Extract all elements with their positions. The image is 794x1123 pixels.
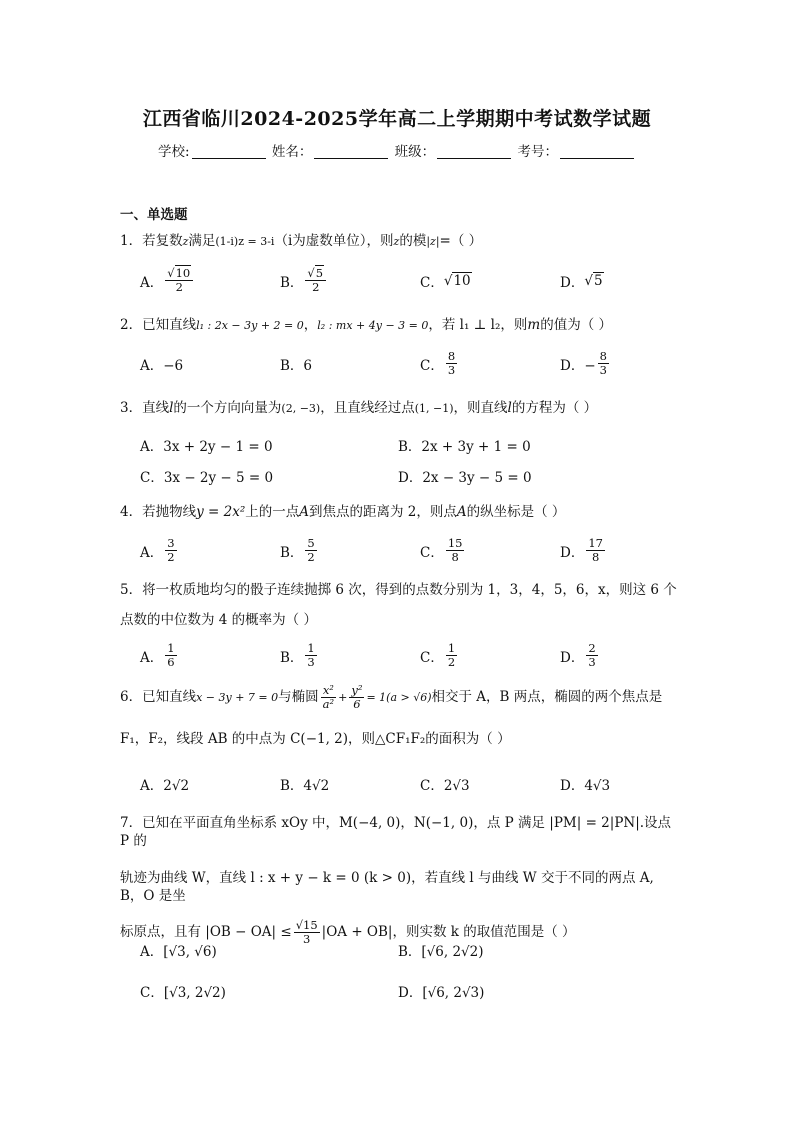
q2-text: 的值为（ ） — [540, 317, 613, 333]
q2-line2: l₂ : mx + 4y − 3 = 0 — [317, 319, 429, 332]
denominator: 8 — [591, 550, 600, 565]
denominator: 3 — [599, 363, 607, 378]
option-c[interactable] — [420, 642, 560, 669]
exam-no-label: 考号： — [517, 144, 558, 160]
option-d[interactable] — [560, 350, 700, 377]
option-label: B． — [280, 544, 304, 561]
question-6-stem — [120, 684, 700, 749]
radicand: 5 — [315, 266, 324, 280]
fraction — [586, 642, 597, 669]
q3-text: ，且直线经过点 — [320, 400, 415, 416]
q1-text: （i为虚数单位），则 — [274, 233, 394, 249]
q4-text: 的纵坐标是（ ） — [466, 504, 566, 520]
fraction — [165, 642, 176, 669]
option-text: B．[√6, 2√2) — [398, 944, 484, 960]
question-number: 6． — [120, 688, 143, 705]
option-label: D． — [560, 649, 585, 666]
q3-text: 的一个方向向量为 — [173, 400, 282, 416]
option-text: C．[√3, 2√2) — [140, 985, 226, 1001]
school-blank[interactable] — [192, 144, 266, 159]
option-text: B．2x + 3y + 1 = 0 — [398, 439, 531, 455]
q7-line3-start: 标原点，且有 |OB − OA| ≤ — [120, 924, 292, 941]
q5-line2: 点数的中位数为 4 的概率为（ ） — [120, 611, 317, 628]
denominator: 2 — [312, 280, 320, 295]
q1-text: 若复数 — [142, 233, 183, 249]
numerator: 8 — [447, 349, 456, 363]
q6-condition: = 1(a > √6) — [366, 690, 432, 704]
numerator: 1 — [307, 641, 315, 655]
q1-var: z — [393, 235, 400, 248]
q3-text: ，则直线 — [453, 400, 508, 416]
option-b[interactable] — [280, 774, 420, 794]
q6-line2: F₁，F₂，线段 AB 的中点为 C(−1, 2)，则△CF₁F₂的面积为（ ） — [120, 731, 511, 748]
numerator: 2 — [588, 641, 596, 655]
option-a[interactable] — [140, 774, 280, 794]
option-d[interactable] — [560, 642, 700, 669]
fraction — [598, 350, 609, 377]
fraction — [446, 537, 465, 564]
fraction — [165, 537, 176, 564]
question-7-options-row2 — [140, 981, 656, 1001]
option-text: C．3x − 2y − 5 = 0 — [140, 470, 274, 486]
numerator: y² — [351, 683, 363, 697]
option-text: B．4√2 — [280, 778, 330, 794]
option-b[interactable] — [280, 267, 420, 294]
q2-line1: l₁ : 2x − 3y + 2 = 0 — [196, 319, 304, 332]
name-label: 姓名： — [271, 144, 313, 160]
q6-text: 已知直线 — [142, 688, 197, 705]
question-5-options — [140, 642, 700, 669]
question-1-stem — [120, 233, 680, 251]
option-a[interactable] — [140, 350, 280, 377]
question-number: 1． — [120, 233, 143, 249]
option-d[interactable] — [398, 981, 656, 1001]
q4-point: A — [299, 504, 309, 520]
q3-text: 的方程为（ ） — [511, 400, 598, 416]
numerator: 1 — [167, 641, 175, 655]
question-number: 5． — [120, 582, 143, 598]
option-text: A．[√3, √6) — [140, 944, 217, 960]
option-d[interactable] — [560, 774, 700, 794]
q3-point: (1, −1) — [414, 402, 454, 415]
option-text: D．4√3 — [560, 778, 611, 794]
question-4-stem — [120, 504, 680, 522]
option-a[interactable] — [140, 642, 280, 669]
option-text: A．2√2 — [140, 778, 190, 794]
option-c[interactable] — [420, 350, 560, 377]
numerator: √15 — [295, 918, 318, 933]
q7-line3-end: |OA + OB|，则实数 k 的取值范围是（ ） — [321, 924, 576, 941]
question-3-options-row2 — [140, 466, 656, 486]
numerator: 15 — [447, 536, 463, 550]
option-label: A． — [140, 649, 164, 666]
option-a[interactable] — [140, 435, 398, 455]
option-a[interactable] — [140, 537, 280, 564]
option-a[interactable] — [140, 940, 398, 960]
q1-equation: (1-i)z = 3-i — [215, 235, 275, 248]
fraction — [305, 642, 316, 669]
q6-text: 相交于 A，B 两点，椭圆的两个焦点是 — [431, 688, 663, 705]
numerator: 17 — [588, 536, 603, 550]
question-3-options-row1 — [140, 435, 656, 455]
denominator: 2 — [175, 280, 183, 295]
q4-text: 到焦点的距离为 2，则点 — [308, 504, 457, 520]
q2-var: m — [527, 317, 541, 333]
q3-var: l — [169, 400, 174, 416]
denominator: 3 — [447, 363, 456, 378]
option-label: C． — [420, 544, 444, 561]
q6-text: 与椭圆 — [278, 688, 319, 705]
q2-text: 已知直线 — [142, 317, 197, 333]
radicand: 10 — [453, 272, 471, 289]
option-text: D．[√6, 2√3) — [398, 985, 485, 1001]
option-label: A． — [140, 274, 164, 291]
fraction — [446, 350, 457, 377]
denominator: 3 — [307, 655, 315, 670]
option-b[interactable] — [280, 642, 420, 669]
question-3-stem — [120, 400, 680, 418]
student-info-line — [0, 140, 794, 160]
option-label: C． — [420, 274, 444, 291]
q4-point: A — [456, 504, 467, 520]
exam-no-blank[interactable] — [560, 144, 634, 159]
option-b[interactable] — [280, 350, 420, 377]
option-label: D． — [560, 544, 585, 561]
question-6-options — [140, 774, 700, 794]
option-label: B． — [280, 274, 304, 291]
option-c[interactable]: C． √10 — [420, 272, 471, 291]
class-label: 班级： — [394, 144, 436, 160]
q4-equation: y = 2x² — [196, 504, 246, 520]
option-label: D．− — [560, 357, 596, 374]
question-4-options — [140, 537, 700, 564]
numerator: x² — [322, 683, 334, 697]
question-number: 4． — [120, 504, 143, 520]
fraction — [349, 684, 364, 711]
option-label: A． — [140, 544, 164, 561]
q1-text: =（ ） — [439, 233, 483, 249]
denominator: 6 — [353, 697, 361, 712]
numerator: 3 — [167, 536, 175, 550]
denominator: 2 — [167, 550, 175, 565]
option-c[interactable] — [420, 537, 560, 564]
option-b[interactable] — [398, 435, 656, 455]
question-7-options-row1 — [140, 940, 656, 960]
plus-sign: + — [338, 690, 348, 704]
question-number: 2． — [120, 317, 143, 333]
option-b[interactable] — [398, 940, 656, 960]
option-d[interactable] — [398, 466, 656, 486]
denominator: 6 — [167, 655, 175, 670]
q7-line1: 已知在平面直角坐标系 xOy 中，M(−4, 0)，N(−1, 0)，点 P 满足 |PM| = 2|PN|.设点 P 的 — [120, 815, 672, 849]
q3-vector: (2, −3) — [281, 402, 321, 415]
class-blank[interactable] — [437, 144, 511, 159]
q5-line1: 将一枚质地均匀的骰子连续抛掷 6 次，得到的点数分别为 1，3，4，5，6，x，则这 6 个 — [142, 582, 677, 598]
numerator: 8 — [599, 349, 607, 363]
q1-text: 的模 — [399, 233, 427, 249]
question-7-stem — [120, 815, 680, 947]
option-label: D． — [560, 274, 585, 291]
numerator: 1 — [447, 641, 456, 655]
q6-line-equation: x − 3y + 7 = 0 — [196, 690, 279, 704]
option-c[interactable] — [140, 981, 398, 1001]
q1-text: 满足 — [188, 233, 216, 249]
q1-var: z — [182, 235, 189, 248]
option-a[interactable] — [140, 267, 280, 294]
radicand: 10 — [175, 266, 191, 280]
option-text: A．−6 — [140, 357, 184, 374]
option-text: A．3x + 2y − 1 = 0 — [140, 439, 273, 455]
q4-text: 若抛物线 — [142, 504, 197, 520]
fraction — [446, 642, 457, 669]
question-number: 7． — [120, 815, 143, 831]
question-5-stem — [120, 582, 700, 629]
fraction — [305, 537, 316, 564]
radicand: 5 — [593, 272, 603, 289]
question-2-options — [140, 350, 700, 377]
q2-text: ，若 l₁ ⊥ l₂，则 — [428, 317, 528, 333]
q2-text: ， — [303, 317, 318, 333]
option-b[interactable] — [280, 537, 420, 564]
option-c[interactable] — [140, 466, 398, 486]
q3-text: 直线 — [142, 400, 170, 416]
option-label: C． — [420, 357, 444, 374]
option-d[interactable]: D． √5 — [560, 272, 603, 291]
option-d[interactable] — [560, 537, 700, 564]
denominator: a² — [322, 697, 335, 712]
question-2-stem — [120, 317, 680, 335]
option-label: B． — [280, 649, 304, 666]
fraction — [321, 684, 336, 711]
q7-line2: 轨迹为曲线 W，直线 l : x + y − k = 0 (k > 0)，若直线 l 与曲线 W 交于不同的两点 A, B，O 是坐 — [120, 870, 654, 904]
name-blank[interactable] — [314, 144, 388, 159]
question-1-options — [140, 267, 700, 294]
fraction — [586, 537, 605, 564]
numerator: 5 — [307, 536, 315, 550]
option-c[interactable] — [420, 774, 560, 794]
page-title: 江西省临川2024-2025学年高二上学期期中考试数学试题 — [142, 108, 652, 130]
denominator: 8 — [451, 550, 459, 565]
denominator: 3 — [303, 932, 311, 947]
q4-text: 上的一点 — [245, 504, 300, 520]
option-text: D．2x − 3y − 5 = 0 — [398, 470, 532, 486]
q1-abs: |z| — [426, 235, 440, 248]
denominator: 2 — [307, 550, 315, 565]
section-heading: 一、单选题 — [120, 207, 188, 223]
denominator: 3 — [588, 655, 596, 670]
school-label: 学校: — [158, 144, 190, 160]
denominator: 2 — [447, 655, 456, 670]
option-text: C．2√3 — [420, 778, 470, 794]
question-number: 3． — [120, 400, 143, 416]
option-text: B．6 — [280, 357, 313, 374]
fraction: $\frac{√5}{2}$ — [305, 267, 326, 294]
fraction: $\frac{√10}{2}$ — [165, 267, 193, 294]
q3-var: l — [507, 400, 512, 416]
option-label: C． — [420, 649, 444, 666]
